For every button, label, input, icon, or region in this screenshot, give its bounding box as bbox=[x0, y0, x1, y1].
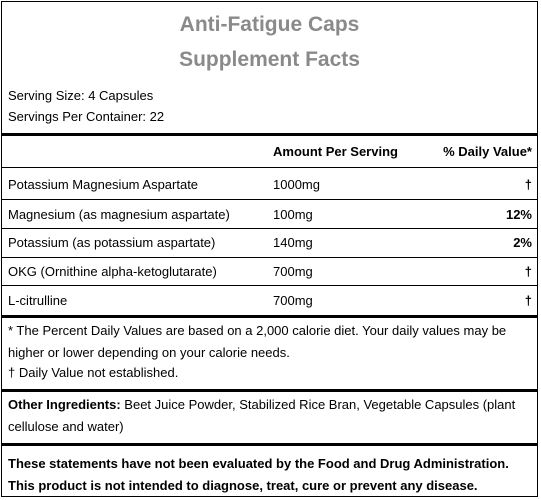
nutrient-name: Potassium Magnesium Aspartate bbox=[8, 177, 199, 192]
divider-thick bbox=[2, 315, 537, 318]
other-ingredients bbox=[8, 394, 533, 438]
nutrient-daily-value: 12% bbox=[505, 207, 532, 222]
divider bbox=[2, 167, 537, 168]
nutrient-daily-value: † bbox=[524, 293, 532, 308]
panel-title: Supplement Facts bbox=[179, 48, 360, 71]
nutrient-amount: 1000mg bbox=[273, 177, 320, 192]
dagger-note: † Daily Value not established. bbox=[8, 365, 179, 380]
nutrient-name: Magnesium (as magnesium aspartate) bbox=[8, 207, 230, 222]
percent-daily-value-note: * The Percent Daily Values are based on a 2,000 calorie diet. Your daily values may be higher or lower depending on your calorie needs. bbox=[8, 323, 507, 360]
column-header-amount: Amount Per Serving bbox=[273, 144, 398, 159]
nutrient-daily-value: 2% bbox=[513, 235, 532, 250]
fda-disclaimer: These statements have not been evaluated by the Food and Drug Administration. This product is not intended to diagnose, treat, cure or prevent any disease. bbox=[8, 456, 509, 493]
row-divider bbox=[2, 257, 537, 258]
nutrient-amount: 700mg bbox=[273, 293, 313, 308]
divider-thick bbox=[2, 133, 537, 136]
divider-thick bbox=[2, 443, 537, 446]
nutrient-amount: 700mg bbox=[273, 264, 313, 279]
nutrient-name: Potassium (as potassium aspartate) bbox=[8, 235, 216, 250]
nutrient-amount: 100mg bbox=[273, 207, 313, 222]
row-divider bbox=[2, 285, 537, 286]
row-divider bbox=[2, 228, 537, 229]
nutrient-amount: 140mg bbox=[273, 235, 313, 250]
column-header-daily-value: % Daily Value* bbox=[443, 144, 532, 159]
servings-per-container: Servings Per Container: 22 bbox=[8, 109, 165, 124]
nutrient-daily-value: † bbox=[524, 264, 532, 279]
other-ingredients-text: Beet Juice Powder, Stabilized Rice Bran, Vegetable Capsules (plant cellulose and water) bbox=[8, 397, 516, 434]
supplement-facts-panel bbox=[1, 1, 538, 497]
nutrient-name: OKG (Ornithine alpha-ketoglutarate) bbox=[8, 264, 217, 279]
serving-size: Serving Size: 4 Capsules bbox=[8, 88, 154, 103]
product-name: Anti-Fatigue Caps bbox=[179, 13, 360, 36]
other-ingredients-label: Other Ingredients: bbox=[8, 397, 121, 412]
nutrient-daily-value: † bbox=[524, 177, 532, 192]
row-divider bbox=[2, 199, 537, 200]
divider-thick bbox=[2, 389, 537, 392]
nutrient-name: L-citrulline bbox=[8, 293, 68, 308]
